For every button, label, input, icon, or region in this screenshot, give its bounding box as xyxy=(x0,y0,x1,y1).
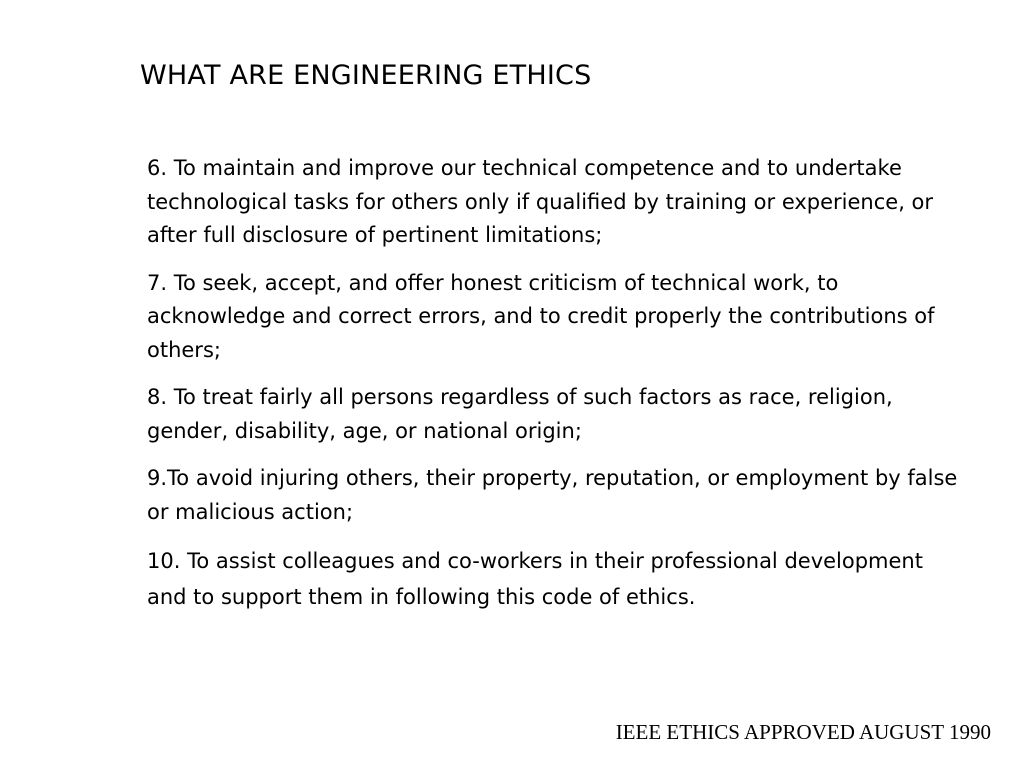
ethics-point-9: 9.To avoid injuring others, their property, reputation, or employment by false or malicious action; xyxy=(147,466,958,524)
ethics-point-10: 10. To assist colleagues and co-workers in their professional development and to support them in following this code of ethics. xyxy=(147,549,923,609)
slide-title: WHAT ARE ENGINEERING ETHICS xyxy=(140,60,592,91)
ethics-point-8: 8. To treat fairly all persons regardless of such factors as race, religion, gender, disability, age, or national origin; xyxy=(147,385,893,443)
footer-credit: IEEE ETHICS APPROVED AUGUST 1990 xyxy=(615,720,991,744)
ethics-point-7: 7. To seek, accept, and offer honest criticism of technical work, to acknowledge and correct errors, and to credit properly the contributions of others; xyxy=(147,270,935,362)
ethics-points-list xyxy=(147,152,967,629)
ethics-point-6: 6. To maintain and improve our technical competence and to undertake technological tasks for others only if qualified by training or experience, or after full disclosure of pertinent limitations; xyxy=(147,156,934,247)
